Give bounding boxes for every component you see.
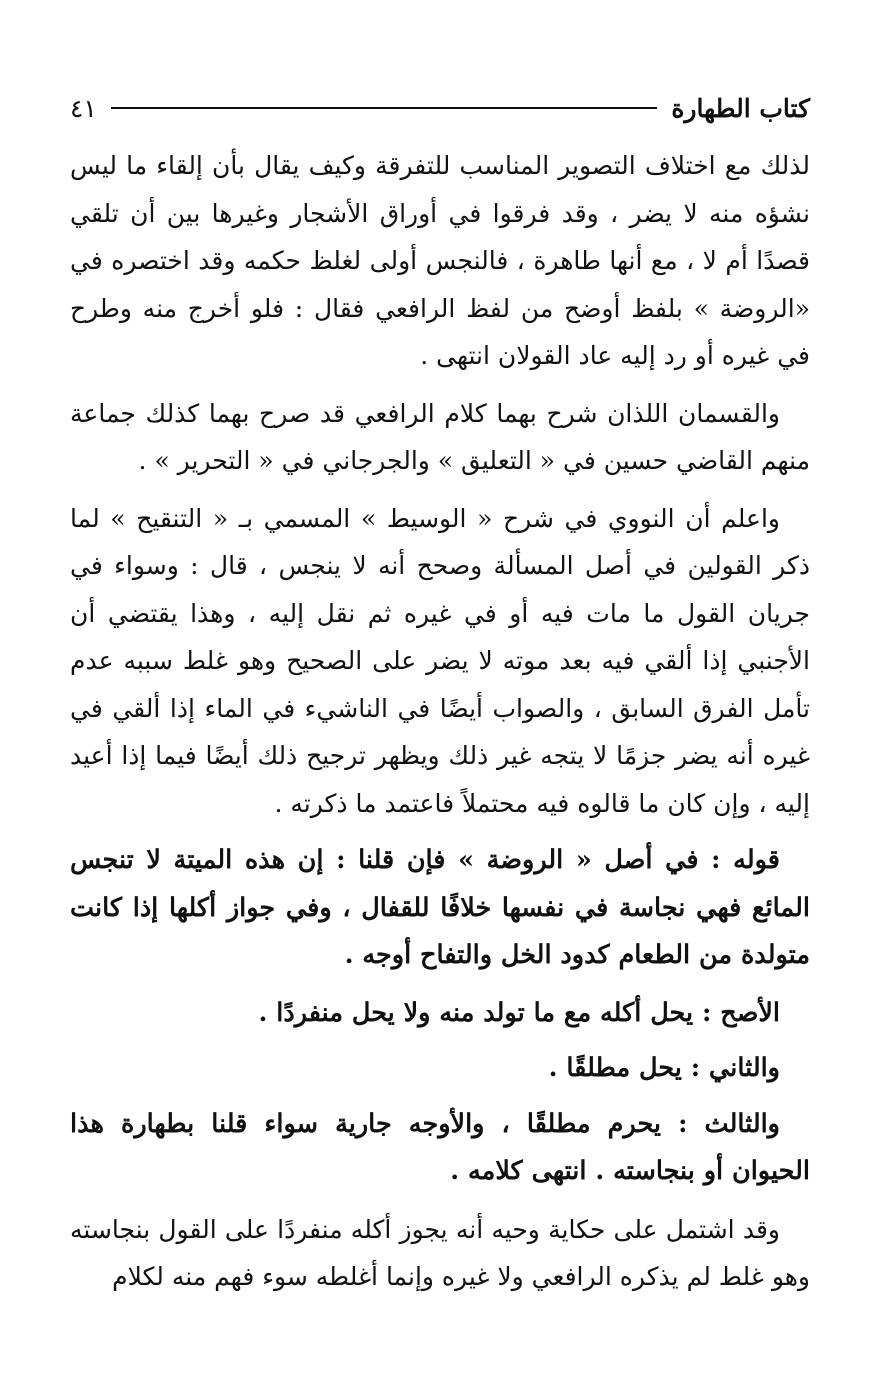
page-number: ٤١ xyxy=(70,93,97,123)
closing-paragraph: وقد اشتمل على حكاية وحيه أنه يجوز أكله منفردًا على القول بنجاسته وهو غلط لم يذكره الرافعي ولا غيره وإنما أغلطه سوء فهم منه لكلام xyxy=(70,1214,810,1291)
page-body xyxy=(70,142,810,1301)
opinion-first: الأصح : يحل أكله مع ما تولد منه ولا يحل منفردًا . xyxy=(258,997,780,1028)
header-rule xyxy=(111,107,657,109)
opinion-third: والثالث : يحرم مطلقًا ، والأوجه جارية سواء قلنا بطهارة هذا الحيوان أو بنجاسته . انتهى كلامه . xyxy=(70,1108,810,1186)
opinion-second: والثاني : يحل مطلقًا . xyxy=(548,1053,780,1083)
paragraph-2: والقسمان اللذان شرح بهما كلام الرافعي قد صرح بهما كذلك جماعة منهم القاضي حسين في « التعليق » والجرجاني في « التحرير » . xyxy=(70,398,810,475)
book-title: كتاب الطهارة xyxy=(671,93,810,123)
paragraph-1: لذلك مع اختلاف التصوير المناسب للتفرقة وكيف يقال بأن إلقاء ما ليس نشؤه منه لا يضر ، وقد فرقوا في أوراق الأشجار وغيرها بين أن تلقي قصدًا أم لا ، مع أنها طاهرة ، فالنجس أولى لغلظ حكمه وقد اختصره في «الروضة » بلفظ أوضح من لفظ الرافعي فقال : فلو أخرج منه وطرح في غيره أو رد إليه عاد القولان انتهى . xyxy=(70,151,810,370)
quoted-passage: قوله : في أصل « الروضة » فإن قلنا : إن هذه الميتة لا تنجس المائع فهي نجاسة في نفسها خلافًا للقفال ، وفي جواز أكلها إذا كانت متولدة من الطعام كدود الخل والتفاح أوجه . xyxy=(70,845,810,970)
book-page xyxy=(70,88,810,1378)
paragraph-3: واعلم أن النووي في شرح « الوسيط » المسمي بـ « التنقيح » لما ذكر القولين في أصل المسألة وصحح أنه لا ينجس ، قال : وسواء في جريان القول ما مات فيه أو في غيره ثم نقل إليه ، وهذا يقتضي أن الأجنبي إذا ألقي فيه بعد موته لا يضر على الصحيح وهو غلط سببه عدم تأمل الفرق السابق ، والصواب أيضًا في الناشيء في الماء إذا ألقي في غيره أنه يضر جزمًا لا يتجه غير ذلك ويظهر ترجيح ذلك أيضًا فيما إذا أعيد إليه ، وإن كان ما قالوه فيه محتملاً فاعتمد ما ذكرته . xyxy=(70,503,810,818)
running-header xyxy=(70,88,810,128)
